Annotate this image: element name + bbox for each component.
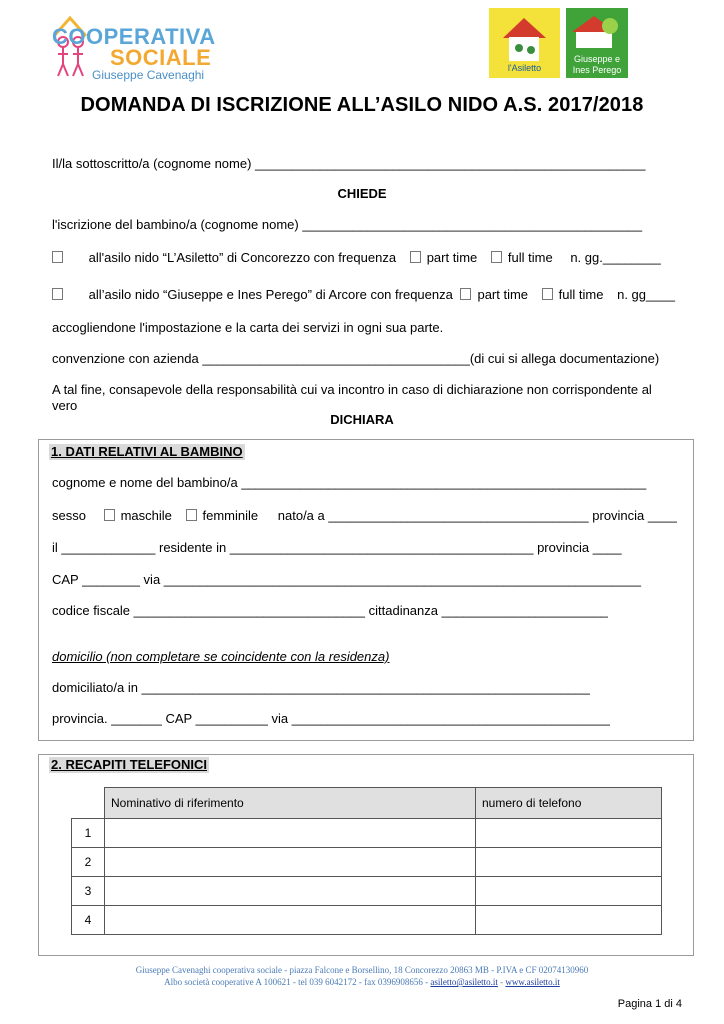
house-tree-icon bbox=[566, 8, 628, 52]
perego-label-2: Ines Perego bbox=[572, 65, 622, 75]
page-number: Pagina 1 di 4 bbox=[617, 998, 682, 1010]
table-row bbox=[72, 906, 662, 935]
table-corner bbox=[72, 788, 105, 819]
iscrizione-line[interactable]: l'iscrizione del bambino/a (cognome nome) _______________________________________________ bbox=[52, 217, 643, 232]
logo-line3: Giuseppe Cavenaghi bbox=[92, 68, 205, 82]
asiletto-fulltime-label: full time bbox=[507, 250, 553, 265]
footer-web-link[interactable]: www.asiletto.it bbox=[505, 977, 560, 987]
option-perego-checkbox[interactable] bbox=[52, 288, 63, 300]
asiletto-label: l'Asiletto bbox=[507, 63, 542, 73]
nascita-residenza-field[interactable]: il _____________ residente in __________________________________________ provincia ____ bbox=[52, 540, 622, 555]
asiletto-parttime-checkbox[interactable] bbox=[410, 251, 421, 263]
maschile-checkbox[interactable] bbox=[104, 509, 115, 521]
sesso-row bbox=[52, 508, 677, 524]
option-perego-text: all’asilo nido “Giuseppe e Ines Perego” di Arcore con frequenza bbox=[88, 287, 453, 302]
accoglie-text: accogliendone l'impostazione e la carta dei servizi in ogni sua parte. bbox=[52, 320, 444, 335]
footer-albo: Albo società cooperative A 100621 - tel 039 6042172 - fax 0396908656 - bbox=[164, 977, 429, 987]
asiletto-days-field[interactable]: n. gg.________ bbox=[570, 250, 661, 265]
nome-bambino-field[interactable]: cognome e nome del bambino/a ________________________________________________________ bbox=[52, 475, 647, 490]
cooperativa-logo bbox=[50, 8, 216, 84]
perego-label-1: Giuseppe e bbox=[573, 54, 621, 64]
perego-days-field[interactable]: n. gg____ bbox=[617, 287, 675, 302]
perego-fulltime-label: full time bbox=[558, 287, 604, 302]
femminile-checkbox[interactable] bbox=[186, 509, 197, 521]
page-title: DOMANDA DI ISCRIZIONE ALL’ASILO NIDO A.S. 2017/2018 bbox=[80, 94, 644, 116]
footer-separator: - bbox=[497, 977, 506, 987]
tal-fine-text-2: vero bbox=[52, 398, 78, 413]
nato-field[interactable]: nato/a a ____________________________________ provincia ____ bbox=[277, 508, 677, 523]
codice-fiscale-field[interactable]: codice fiscale ________________________________ cittadinanza _______________________ bbox=[52, 603, 608, 618]
asiletto-badge bbox=[489, 8, 560, 78]
option-asiletto bbox=[52, 250, 661, 266]
logo-line2: SOCIALE bbox=[110, 45, 212, 70]
sottoscritto-line[interactable]: Il/la sottoscritto/a (cognome nome) ______________________________________________________ bbox=[52, 156, 646, 171]
perego-fulltime-checkbox[interactable] bbox=[542, 288, 553, 300]
nominativo-cell[interactable] bbox=[105, 906, 476, 935]
femminile-label: femminile bbox=[202, 508, 259, 523]
perego-parttime-checkbox[interactable] bbox=[460, 288, 471, 300]
row-number: 2 bbox=[72, 848, 105, 877]
asiletto-fulltime-checkbox[interactable] bbox=[491, 251, 502, 263]
chiede-heading: CHIEDE bbox=[337, 186, 387, 201]
footer-email-link[interactable]: asiletto@asiletto.it bbox=[430, 977, 498, 987]
perego-parttime-label: part time bbox=[477, 287, 529, 302]
house-icon bbox=[489, 8, 560, 64]
row-number: 3 bbox=[72, 877, 105, 906]
telefono-cell[interactable] bbox=[476, 906, 662, 935]
section-bambino-heading: 1. DATI RELATIVI AL BAMBINO bbox=[51, 444, 243, 459]
perego-badge bbox=[566, 8, 628, 78]
sesso-label: sesso bbox=[52, 508, 86, 523]
section-recapiti-heading: 2. RECAPITI TELEFONICI bbox=[51, 757, 208, 772]
telefono-cell[interactable] bbox=[476, 848, 662, 877]
footer-line2 bbox=[0, 977, 724, 988]
row-number: 1 bbox=[72, 819, 105, 848]
row-number: 4 bbox=[72, 906, 105, 935]
telefono-cell[interactable] bbox=[476, 877, 662, 906]
convenzione-line[interactable]: convenzione con azienda _____________________________________(di cui si allega documentazione) bbox=[52, 351, 660, 366]
table-row bbox=[72, 819, 662, 848]
col-telefono-header: numero di telefono bbox=[476, 788, 662, 819]
dichiara-heading: DICHIARA bbox=[330, 412, 394, 427]
telefono-cell[interactable] bbox=[476, 819, 662, 848]
option-perego bbox=[52, 287, 675, 303]
col-nominativo-header: Nominativo di riferimento bbox=[105, 788, 476, 819]
footer-line1: Giuseppe Cavenaghi cooperativa sociale - piazza Falcone e Borsellino, 18 Concorezzo 20863 MB - P.IVA e CF 02074130960 bbox=[135, 965, 589, 975]
asiletto-parttime-label: part time bbox=[426, 250, 478, 265]
option-asiletto-checkbox[interactable] bbox=[52, 251, 63, 263]
nominativo-cell[interactable] bbox=[105, 848, 476, 877]
domicilio-note: domicilio (non completare se coincidente con la residenza) bbox=[52, 649, 390, 664]
domiciliato-field[interactable]: domiciliato/a in ______________________________________________________________ bbox=[52, 680, 590, 695]
cap-via-field[interactable]: CAP ________ via __________________________________________________________________ bbox=[52, 572, 641, 587]
recapiti-table bbox=[71, 787, 662, 935]
nominativo-cell[interactable] bbox=[105, 819, 476, 848]
table-row bbox=[72, 877, 662, 906]
option-asiletto-text: all'asilo nido “L’Asiletto” di Concorezzo con frequenza bbox=[88, 250, 397, 265]
domicilio-provincia-field[interactable]: provincia. _______ CAP __________ via ____________________________________________ bbox=[52, 711, 610, 726]
maschile-label: maschile bbox=[120, 508, 172, 523]
table-row bbox=[72, 848, 662, 877]
tal-fine-text-1: A tal fine, consapevole della responsabilità cui va incontro in caso di dichiarazione non corrispondente al bbox=[52, 382, 652, 397]
table-header-row bbox=[72, 788, 662, 819]
nominativo-cell[interactable] bbox=[105, 877, 476, 906]
logo-line1: COOPERATIVA bbox=[52, 24, 216, 49]
